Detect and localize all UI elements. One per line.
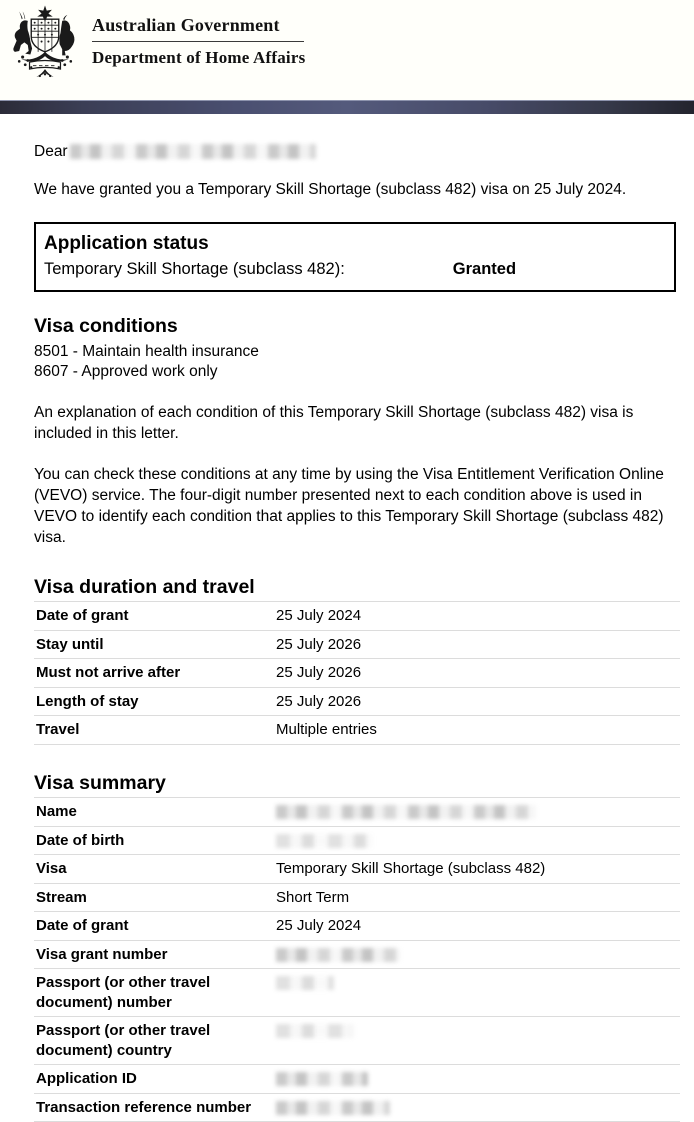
row-label: Passport (or other travel document) number [36,974,211,1011]
letter-body [0,144,694,1122]
row-value: 25 July 2026 [276,692,362,710]
row-label: Application ID [36,1070,137,1088]
row-label: Length of stay [36,692,139,710]
redacted-recipient-name [70,144,316,159]
table-row [34,687,680,716]
row-label: Name [36,803,77,821]
intro-paragraph: We have granted you a Temporary Skill Shortage (subclass 482) visa on 25 July 2024. [34,180,627,198]
table-row [34,602,680,631]
row-label: Must not arrive after [36,664,181,682]
row-value: 25 July 2024 [276,607,362,625]
visa-conditions-heading: Visa conditions [34,315,178,338]
status-badge: Granted [452,260,517,279]
row-label: Stay until [36,635,104,653]
table-row [34,855,680,884]
row-label: Visa [36,860,67,878]
vevo-paragraph: You can check these conditions at any time by using the Visa Entitlement Verification Online (VEVO) service. The four-digit number presented next to each condition above is used in VEVO to identify each condition that applies to this Temporary Skill Shortage (subclass 482) visa. [34,466,664,546]
redacted-value [276,976,334,990]
australian-government-text: Australian Government [92,15,280,35]
table-row [34,883,680,912]
redacted-value [276,1101,390,1115]
row-label: Travel [36,721,80,739]
row-value [274,1093,680,1122]
government-titles [92,14,305,68]
application-status-row [44,258,674,281]
row-value [274,826,680,855]
row-value: 25 July 2026 [276,635,362,653]
row-label: Date of birth [36,831,125,849]
redacted-value [276,948,400,962]
application-status-box [34,222,676,292]
row-label: Date of grant [36,917,129,935]
table-row [34,798,680,827]
department-name-text: Department of Home Affairs [92,47,306,67]
row-value: Short Term [276,888,350,906]
header-banner-bar [0,100,694,114]
visa-condition-item: 8607 - Approved work only [34,363,218,381]
salutation-prefix: Dear [34,143,68,160]
title-divider [92,41,304,42]
row-value: 25 July 2026 [276,664,362,682]
conditions-explanation-paragraph: An explanation of each condition of this Temporary Skill Shortage (subclass 482) visa is included in this letter. [34,404,634,443]
application-status-visa-label: Temporary Skill Shortage (subclass 482): [44,260,345,279]
application-status-heading: Application status [44,233,209,255]
redacted-value [276,1024,354,1038]
table-row [34,659,680,688]
redacted-value [276,834,372,848]
row-value [274,1065,680,1094]
row-label: Stream [36,888,87,906]
redacted-value [276,805,536,819]
row-value: Multiple entries [276,721,377,739]
row-value [274,798,680,827]
visa-duration-table [34,601,680,745]
row-label: Date of grant [36,607,129,625]
row-label: Passport (or other travel document) country [36,1022,211,1059]
row-label: Visa grant number [36,945,168,963]
row-value [274,940,680,969]
salutation [34,144,676,160]
visa-summary-heading: Visa summary [34,771,166,794]
table-row [34,630,680,659]
table-row [34,1093,680,1122]
table-row [34,826,680,855]
commonwealth-coat-of-arms-icon [2,2,88,88]
table-row [34,716,680,745]
visa-duration-heading: Visa duration and travel [34,575,255,598]
row-value: Temporary Skill Shortage (subclass 482) [276,860,546,878]
table-row [34,940,680,969]
table-row [34,912,680,941]
letterhead [0,0,694,100]
row-value: 25 July 2024 [276,917,362,935]
redacted-value [276,1072,368,1086]
row-value [274,969,680,1017]
table-row [34,969,680,1017]
table-row [34,1065,680,1094]
visa-summary-table [34,797,680,1122]
visa-condition-item: 8501 - Maintain health insurance [34,342,259,360]
row-label: Transaction reference number [36,1098,252,1116]
